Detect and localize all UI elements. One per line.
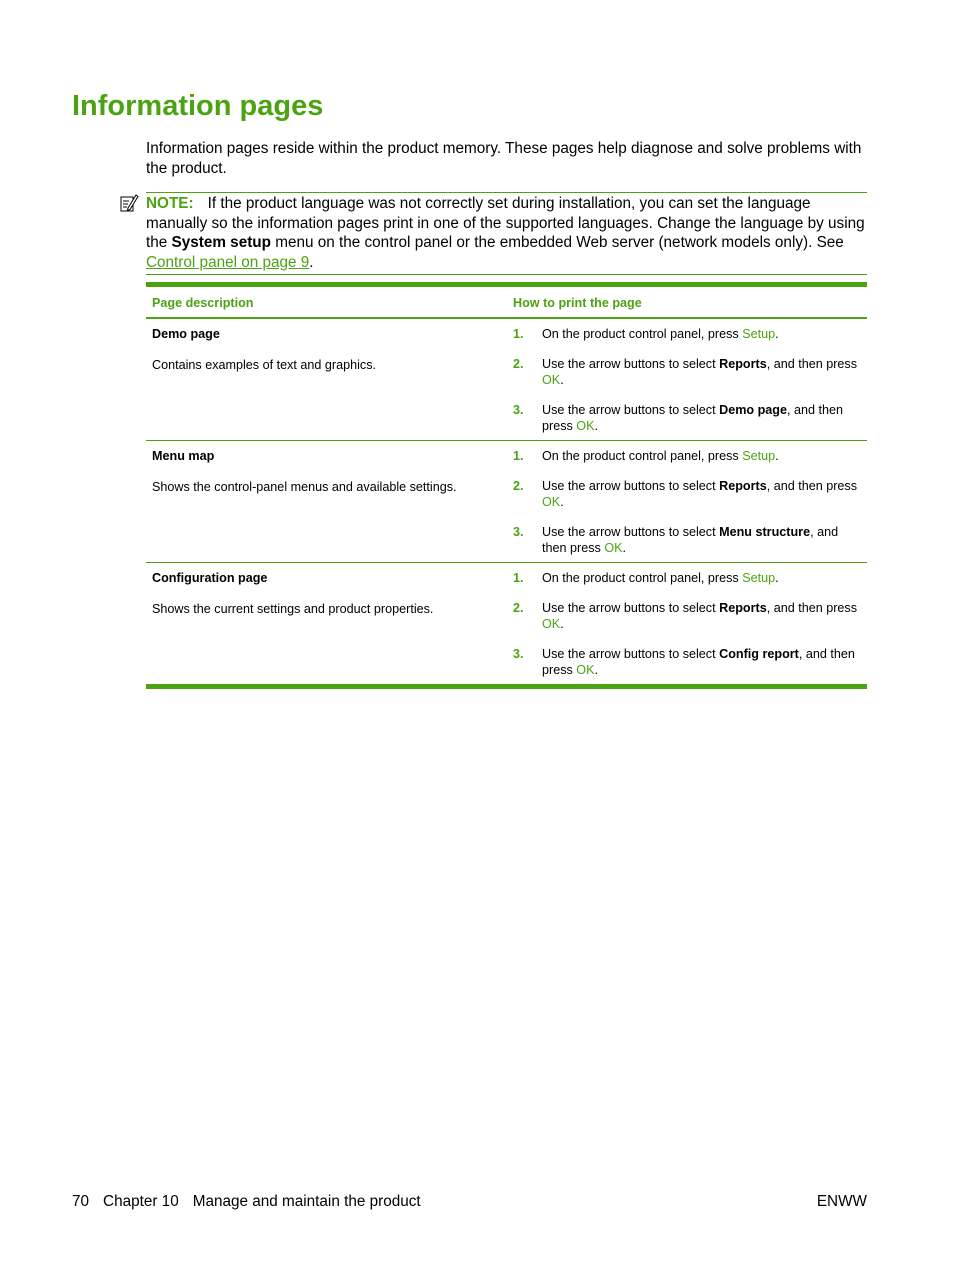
step-number: 3.: [513, 403, 524, 417]
chapter-title: Manage and maintain the product: [192, 1193, 421, 1210]
step-text: , and then press: [542, 403, 844, 433]
step-text: Use the arrow buttons to select: [542, 647, 720, 661]
step-text: On the product control panel, press: [542, 449, 743, 463]
button-name: OK: [576, 419, 595, 433]
menu-item-name: Reports: [719, 357, 767, 371]
intro-paragraph: Information pages reside within the product memory. These pages help diagnose and solve problems with the product.: [146, 140, 862, 177]
note-text-cont: menu on the control panel or the embedded Web server (network models only). See: [270, 234, 844, 251]
step-end: .: [560, 617, 564, 631]
button-name: Setup: [742, 449, 776, 463]
print-steps-cell: [507, 441, 867, 563]
step-item: [513, 402, 861, 434]
step-text: Use the arrow buttons to select: [542, 357, 720, 371]
button-name: OK: [576, 663, 595, 677]
page-description: Shows the current settings and product properties.: [152, 602, 434, 616]
page-name: Menu map: [152, 449, 215, 463]
step-text: , and then press: [542, 647, 855, 677]
step-item: [513, 448, 861, 464]
button-name: OK: [604, 541, 623, 555]
step-item: [513, 646, 861, 678]
header-page-description: Page description: [146, 285, 507, 319]
step-number: 3.: [513, 525, 524, 539]
step-end: .: [594, 419, 598, 433]
step-end: .: [775, 571, 779, 585]
step-item: [513, 600, 861, 632]
page-number: 70: [72, 1193, 90, 1210]
step-number: 1.: [513, 571, 524, 585]
information-pages-table: [146, 282, 867, 689]
step-text: On the product control panel, press: [542, 571, 743, 585]
note-text: If the product language was not correctly set during installation, you can set the language manually so the information pages print in one of the supported languages. Change the language by using the: [146, 195, 865, 251]
step-end: .: [622, 541, 627, 555]
step-number: 2.: [513, 357, 524, 371]
print-steps-cell: [507, 563, 867, 687]
step-text: , and then press: [766, 601, 858, 615]
step-text: On the product control panel, press: [542, 327, 743, 341]
menu-item-name: Menu structure: [719, 525, 811, 539]
step-number: 2.: [513, 601, 524, 615]
table-row: [146, 563, 867, 687]
step-item: [513, 326, 861, 342]
table-header-row: [146, 285, 867, 319]
button-name: OK: [542, 373, 561, 387]
page-description-cell: [146, 318, 507, 441]
step-text: , and then press: [766, 357, 858, 371]
step-item: [513, 570, 861, 586]
step-text: Use the arrow buttons to select: [542, 601, 720, 615]
step-number: 1.: [513, 449, 524, 463]
chapter-label: Chapter 10: [103, 1193, 179, 1210]
menu-item-name: Reports: [719, 601, 767, 615]
page-description-cell: [146, 563, 507, 687]
menu-item-name: Reports: [719, 479, 767, 493]
steps-list: [513, 448, 861, 556]
step-end: .: [560, 373, 564, 387]
page-name: Configuration page: [152, 571, 268, 585]
step-item: [513, 478, 861, 510]
step-text: Use the arrow buttons to select: [542, 525, 720, 539]
step-end: .: [775, 327, 779, 341]
header-how-to-print: How to print the page: [507, 285, 867, 319]
step-text: Use the arrow buttons to select: [542, 403, 720, 417]
button-name: Setup: [742, 327, 776, 341]
note-label: NOTE:: [146, 195, 194, 212]
note-pencil-icon: [119, 193, 139, 213]
step-text: Use the arrow buttons to select: [542, 479, 720, 493]
page-description-cell: [146, 441, 507, 563]
table-row: [146, 441, 867, 563]
step-end: .: [775, 449, 779, 463]
step-number: 3.: [513, 647, 524, 661]
page-description: Contains examples of text and graphics.: [152, 358, 377, 372]
note-bold-term: System setup: [171, 234, 271, 251]
step-text: , and then press: [766, 479, 858, 493]
step-item: [513, 524, 861, 556]
print-steps-cell: [507, 318, 867, 441]
step-item: [513, 356, 861, 388]
page-title: Information pages: [72, 90, 324, 122]
button-name: Setup: [742, 571, 776, 585]
step-end: .: [594, 663, 598, 677]
button-name: OK: [542, 617, 561, 631]
control-panel-link[interactable]: Control panel on page 9: [146, 253, 310, 271]
menu-item-name: Config report: [719, 647, 799, 661]
steps-list: [513, 570, 861, 678]
page-description: Shows the control-panel menus and available settings.: [152, 480, 457, 494]
note-end: .: [309, 253, 314, 271]
step-end: .: [560, 495, 564, 509]
step-number: 2.: [513, 479, 524, 493]
steps-list: [513, 326, 861, 434]
menu-item-name: Demo page: [719, 403, 787, 417]
page-name: Demo page: [152, 327, 220, 341]
table-row: [146, 318, 867, 441]
footer-right: ENWW: [816, 1193, 867, 1210]
step-text: , and then press: [542, 525, 839, 555]
button-name: OK: [542, 495, 561, 509]
note-box: [146, 192, 867, 275]
footer-left: [72, 1193, 435, 1211]
step-number: 1.: [513, 327, 524, 341]
